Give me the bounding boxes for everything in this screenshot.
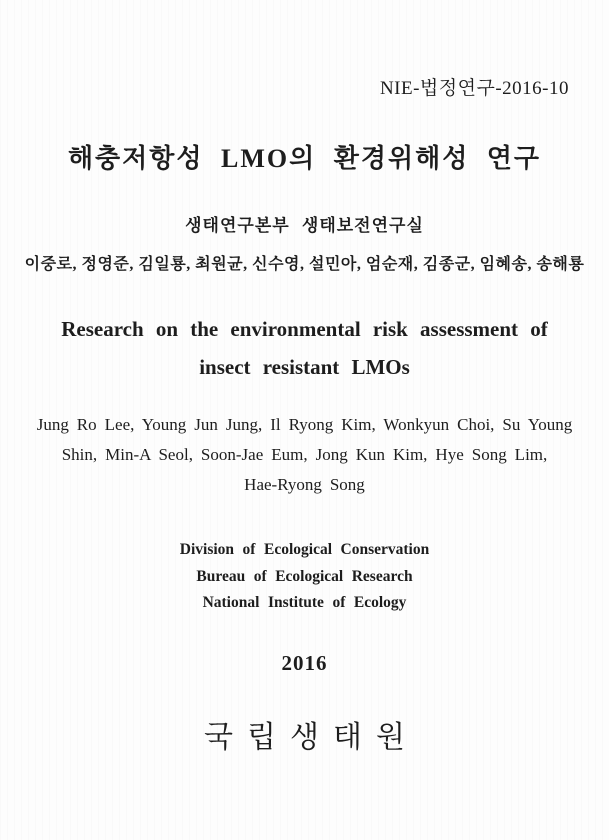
institution-block (0, 537, 609, 617)
report-number: NIE-법정연구-2016-10 (379, 78, 569, 99)
publisher-korean: 국립생태원 (204, 721, 419, 754)
title-english-line-2: insect resistant LMOs (199, 355, 410, 379)
authors-korean: 이중로, 정영준, 김일룡, 최원균, 신수영, 설민아, 엄순재, 김종군, 임혜송, 송해룡 (24, 256, 585, 273)
publication-year: 2016 (281, 651, 328, 675)
institution-name: National Institute of Ecology (202, 594, 407, 611)
authors-english-line-2: Shin, Min-A Seol, Soon-Jae Eum, Jong Kun Kim, Hye Song Lim, (61, 445, 548, 464)
title-english-line-1: Research on the environmental risk assessment of (61, 317, 548, 341)
institution-bureau: Bureau of Ecological Research (196, 567, 413, 585)
authors-english (0, 410, 609, 500)
affiliation-korean: 생태연구본부 생태보전연구실 (185, 216, 424, 235)
institution-division: Division of Ecological Conservation (179, 541, 430, 558)
title-english (0, 310, 609, 386)
title-korean: 해충저항성 LMO의 환경위해성 연구 (67, 144, 542, 173)
authors-english-line-1: Jung Ro Lee, Young Jun Jung, Il Ryong Kim, Wonkyun Choi, Su Young (36, 415, 573, 434)
authors-english-line-3: Hae-Ryong Song (244, 475, 365, 494)
